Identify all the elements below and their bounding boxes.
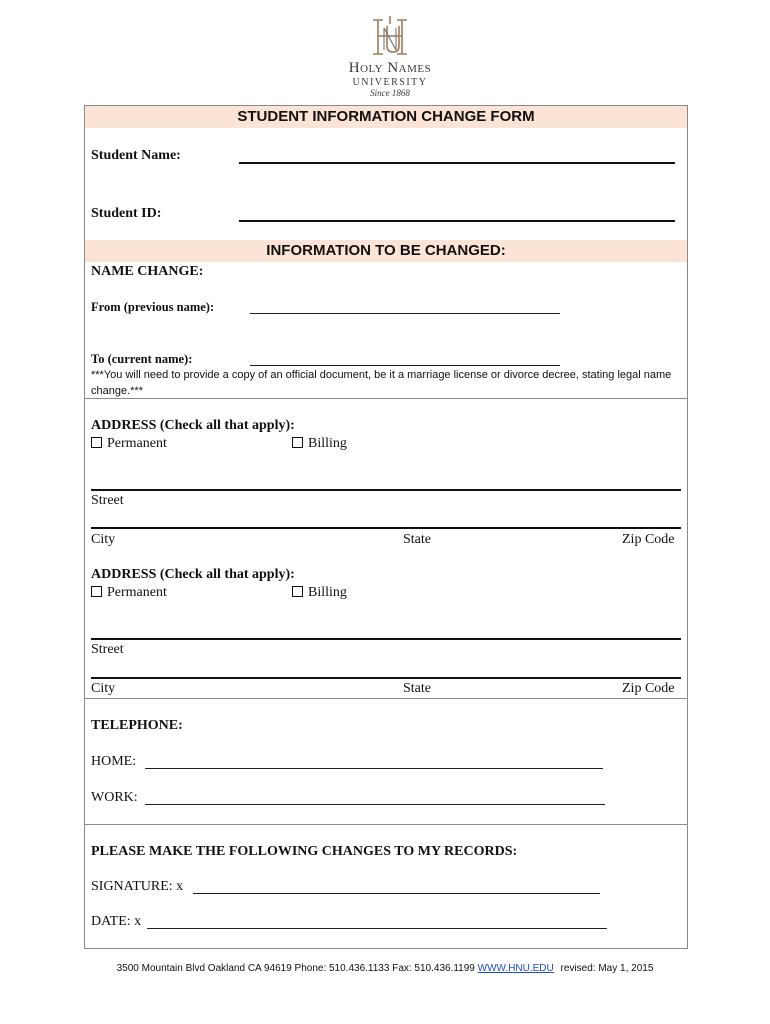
- title-band: [85, 106, 687, 128]
- section-divider: [85, 698, 687, 699]
- section-divider: [85, 398, 687, 399]
- revised-date: revised: May 1, 2015: [560, 963, 654, 974]
- home-phone-field[interactable]: [145, 768, 603, 769]
- student-name-field[interactable]: [239, 162, 675, 164]
- website-link[interactable]: WWW.HNU.EDU: [477, 963, 554, 974]
- form-title: STUDENT INFORMATION CHANGE FORM: [237, 108, 535, 125]
- billing-label: Billing: [308, 585, 347, 600]
- student-id-label: Student ID:: [91, 206, 162, 221]
- billing-checkbox[interactable]: [292, 436, 347, 452]
- state-label: State: [403, 532, 431, 547]
- to-name-label: To (current name):: [91, 352, 193, 366]
- date-label: DATE: x: [91, 914, 142, 929]
- home-phone-label: HOME:: [91, 754, 137, 769]
- info-header: INFORMATION TO BE CHANGED:: [266, 242, 506, 259]
- street-field[interactable]: [91, 638, 681, 640]
- address-heading: ADDRESS (Check all that apply):: [91, 418, 295, 433]
- checkbox-icon[interactable]: [292, 586, 303, 597]
- logo-since: Since 1868: [370, 88, 410, 98]
- info-band: [85, 240, 687, 262]
- date-field[interactable]: [147, 928, 607, 929]
- work-phone-label: WORK:: [91, 790, 138, 805]
- state-label: State: [403, 681, 431, 696]
- street-label: Street: [91, 642, 124, 657]
- from-name-field[interactable]: [250, 313, 560, 314]
- checkbox-icon[interactable]: [292, 437, 303, 448]
- name-change-note: ***You will need to provide a copy of an official document, be it a marriage license or divorce decree, stating legal name change.***: [91, 369, 672, 397]
- street-label: Street: [91, 493, 124, 508]
- telephone-heading: TELEPHONE:: [91, 718, 183, 733]
- city-label: City: [91, 681, 116, 696]
- zip-label: Zip Code: [622, 532, 675, 547]
- permanent-label: Permanent: [107, 585, 167, 600]
- student-id-field[interactable]: [239, 220, 675, 222]
- from-name-label: From (previous name):: [91, 300, 215, 314]
- to-name-field[interactable]: [250, 365, 560, 366]
- footer-address: 3500 Mountain Blvd Oakland CA 94619 Phone: 510.436.1133 Fax: 510.436.1199: [116, 963, 475, 974]
- permanent-label: Permanent: [107, 436, 167, 451]
- city-state-zip-field[interactable]: [91, 677, 681, 679]
- hnu-monogram-icon: [367, 14, 413, 58]
- signature-label: SIGNATURE: x: [91, 879, 184, 894]
- address-heading: ADDRESS (Check all that apply):: [91, 567, 295, 582]
- city-state-zip-field[interactable]: [91, 527, 681, 529]
- checkbox-icon[interactable]: [91, 437, 102, 448]
- section-divider: [85, 824, 687, 825]
- logo-university: UNIVERSITY: [352, 77, 428, 88]
- street-field[interactable]: [91, 489, 681, 491]
- permanent-checkbox[interactable]: [91, 436, 167, 452]
- city-label: City: [91, 532, 116, 547]
- work-phone-field[interactable]: [145, 804, 605, 805]
- form-frame: [84, 105, 688, 949]
- footer: [0, 963, 770, 974]
- student-name-label: Student Name:: [91, 148, 181, 163]
- university-logo: [330, 14, 450, 98]
- changes-heading: PLEASE MAKE THE FOLLOWING CHANGES TO MY RECORDS:: [91, 844, 518, 859]
- permanent-checkbox[interactable]: [91, 585, 167, 601]
- name-change-heading: NAME CHANGE:: [91, 264, 204, 279]
- checkbox-icon[interactable]: [91, 586, 102, 597]
- billing-label: Billing: [308, 436, 347, 451]
- zip-label: Zip Code: [622, 681, 675, 696]
- billing-checkbox[interactable]: [292, 585, 347, 601]
- signature-field[interactable]: [193, 893, 600, 894]
- logo-name: Holy Names: [348, 60, 432, 76]
